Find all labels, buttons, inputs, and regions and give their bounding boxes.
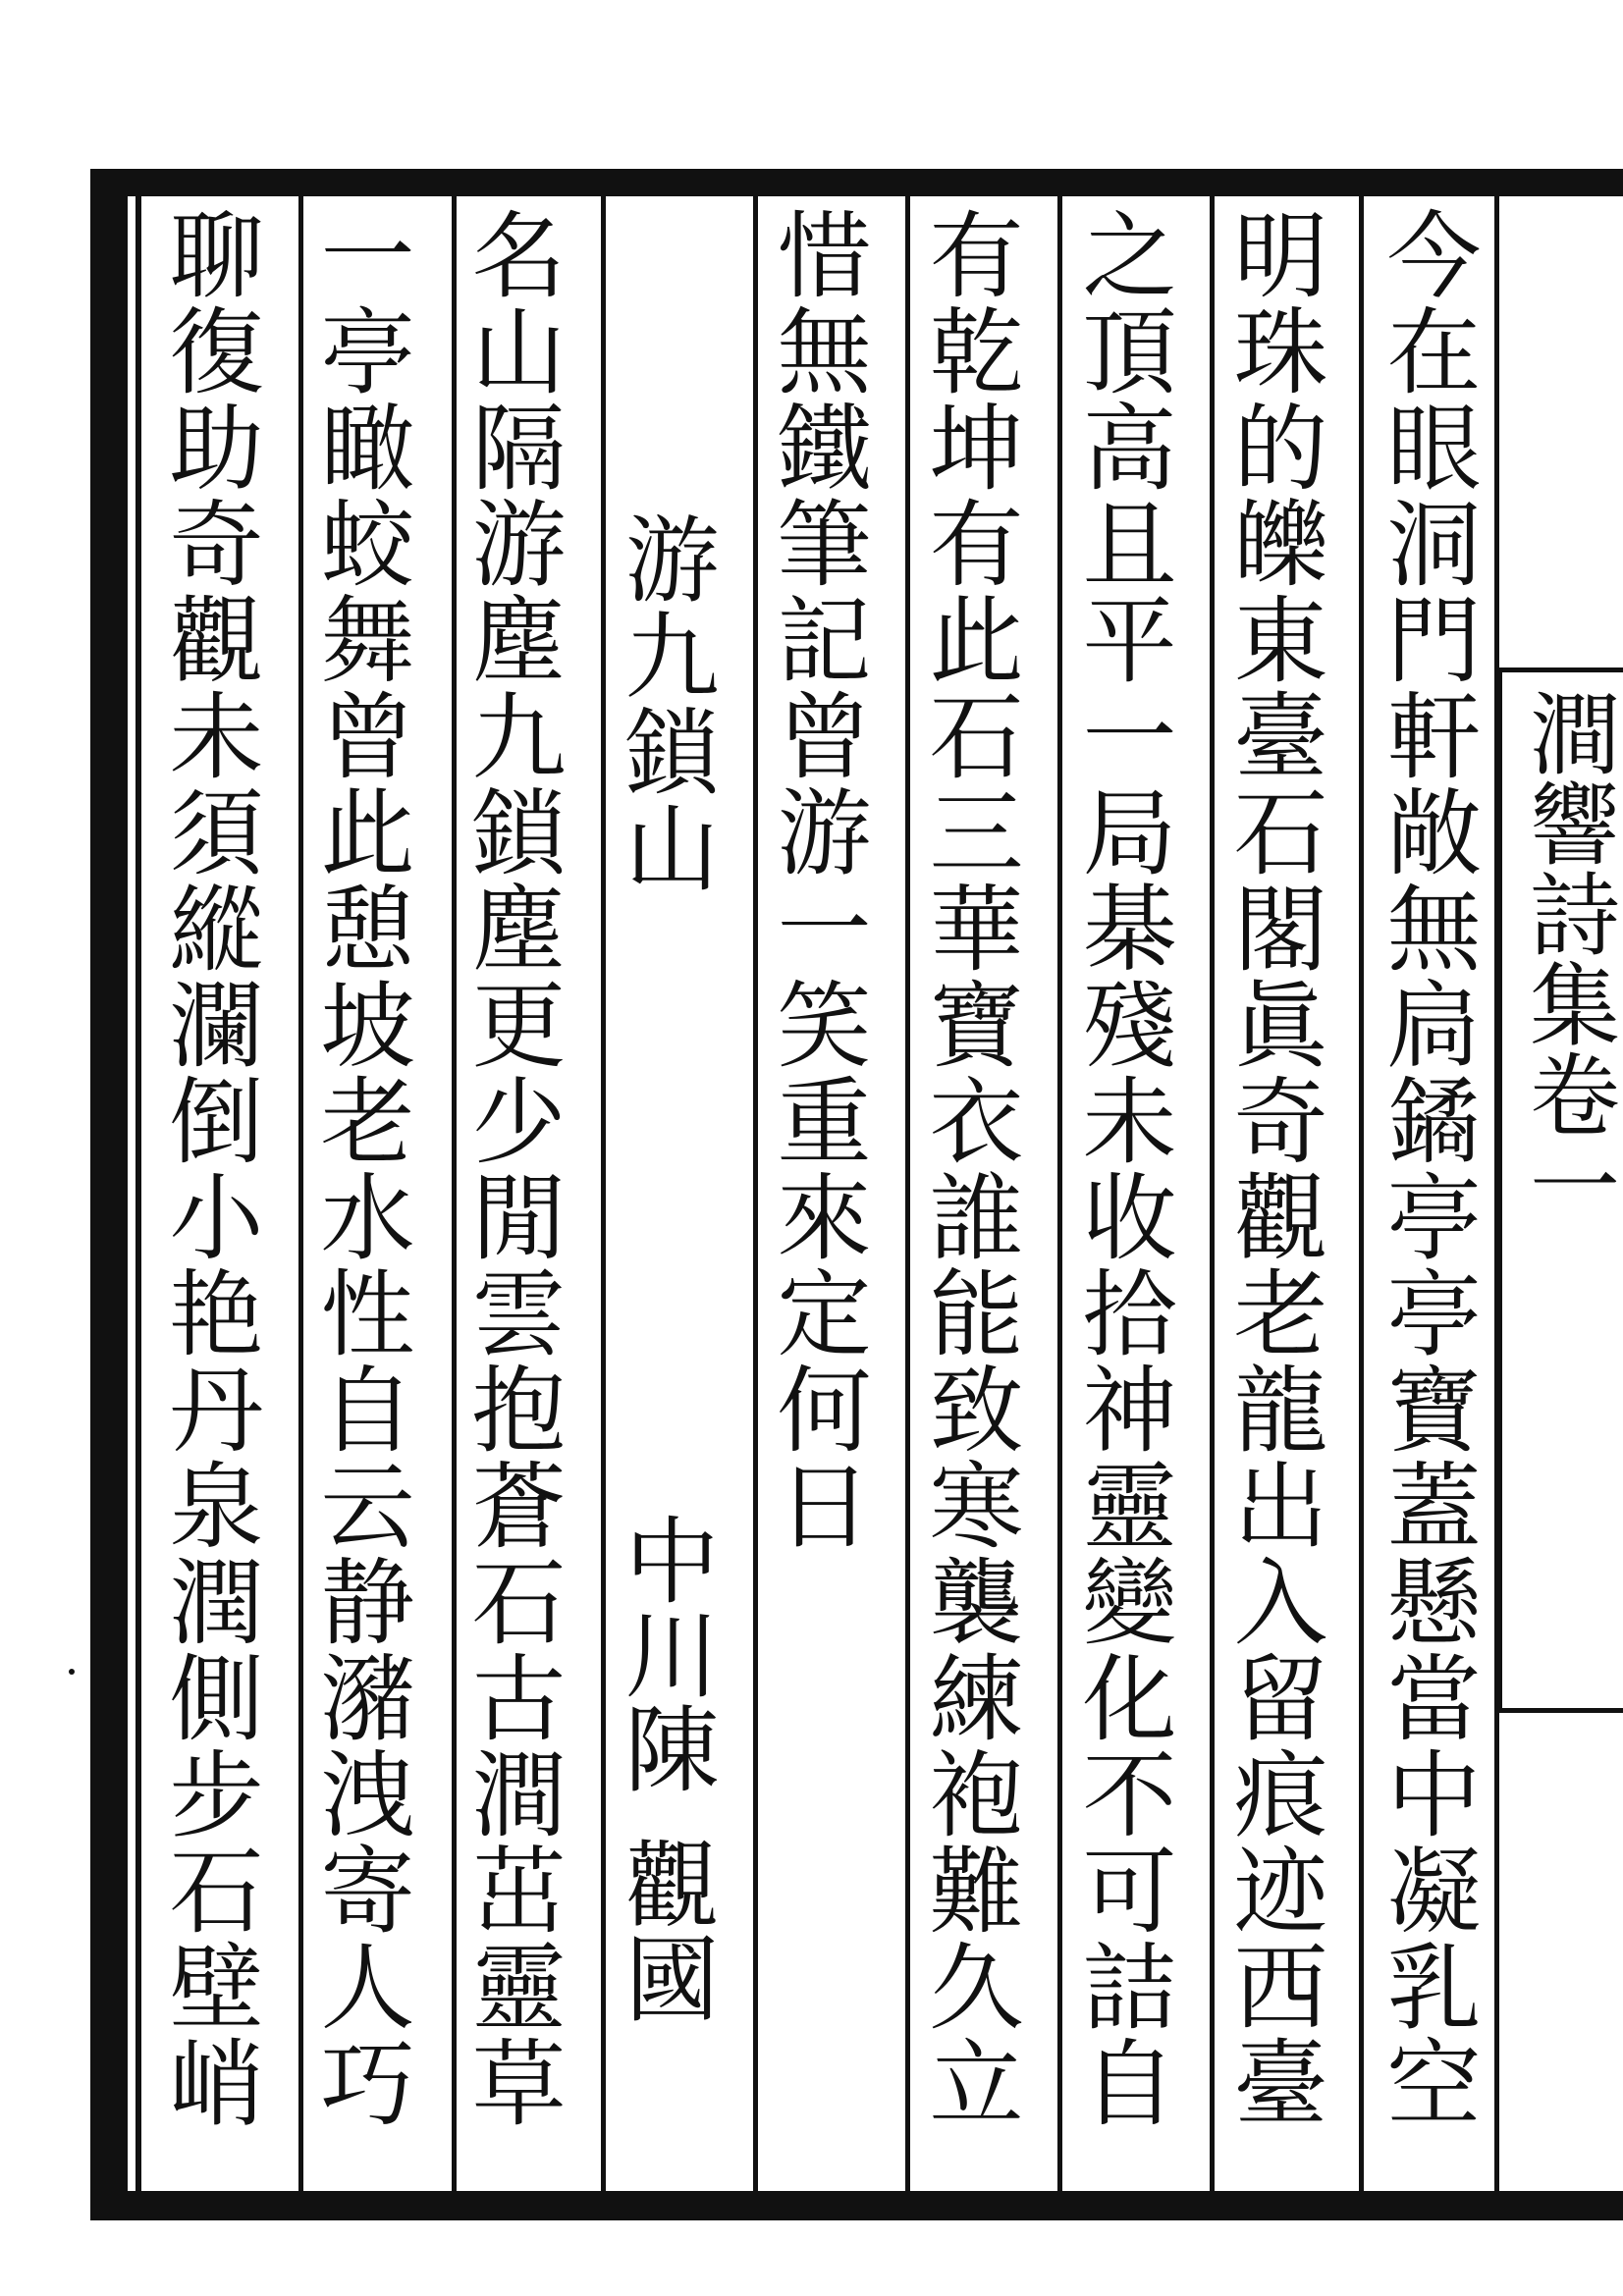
margin-title: 澗響詩集卷一 [1515, 687, 1620, 1229]
frame-border-top [90, 169, 1623, 196]
text-column-3: 之頂高且平一局棊殘未收拾神靈變化不可詰自 [1067, 206, 1177, 2130]
ink-speck [69, 1669, 75, 1675]
frame-border-bottom [90, 2191, 1623, 2220]
poem-author-name: 觀國 [610, 1836, 720, 2024]
text-column-1: 今在眼洞門軒敞無扃鐍亭亭寶蓋懸當中凝乳空 [1372, 206, 1482, 2130]
text-column-4: 有乾坤有此石三華寶衣誰能致寒襲練袍難久立 [914, 206, 1024, 2130]
text-column-2: 明珠的皪東臺石閣眞奇觀老龍出入留痕迹西臺 [1218, 206, 1328, 2130]
text-column-7: 一亭瞰蛟舞曾此憩坡老水性自云静瀦洩寄人巧 [305, 206, 415, 2130]
text-column-6: 名山隔游塵九鎖塵更少閒雲抱蒼石古澗茁靈草 [457, 206, 567, 2130]
margin-divider-vertical [1497, 672, 1502, 1713]
poem-title: 游九鎖山 [610, 510, 720, 895]
margin-divider-bottom [1497, 1708, 1623, 1713]
poem-author-place: 中川陳 [610, 1512, 720, 1794]
text-column-8: 聊復助奇觀未須縱瀾倒小艳丹泉潤側步石壁峭 [154, 206, 264, 2130]
frame-border-left [90, 169, 128, 2220]
margin-divider-top [1497, 667, 1623, 672]
text-column-5: 惜無鐵筆記曾游一笑重來定何日 [762, 206, 872, 1553]
